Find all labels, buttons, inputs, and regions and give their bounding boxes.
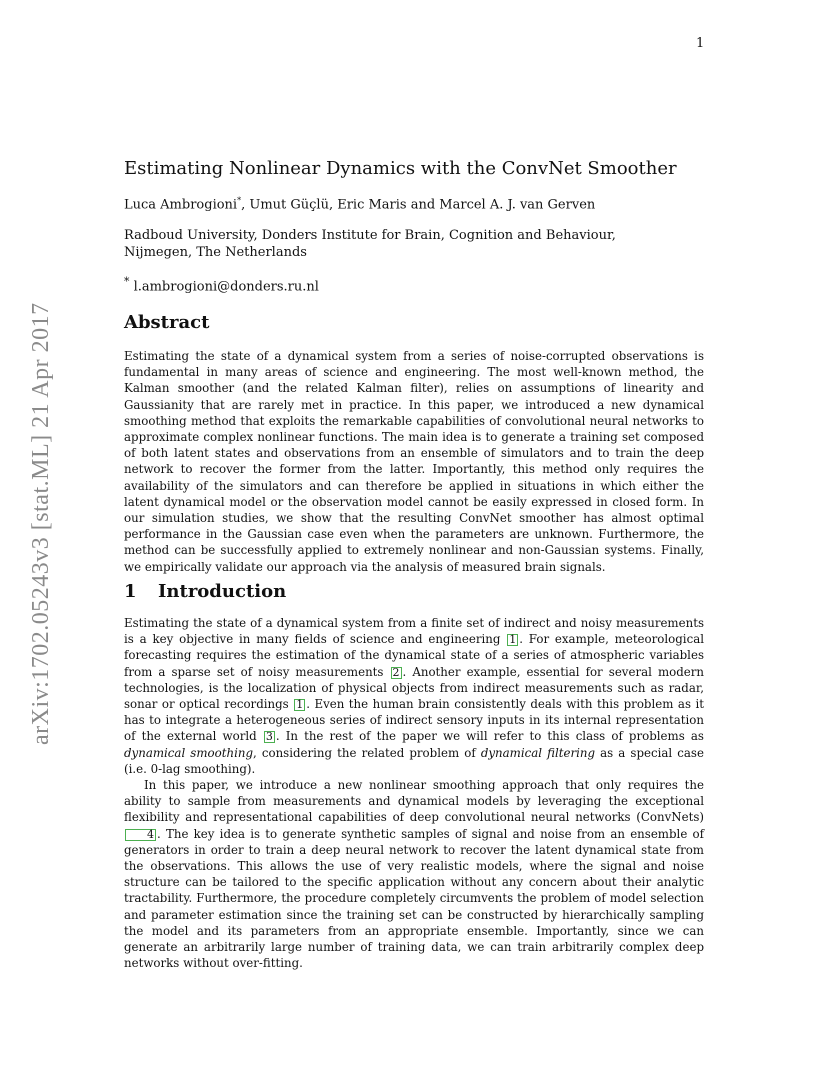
corresponding-author-marker: * (237, 196, 242, 205)
paragraph-text: . The key idea is to generate synthetic samples of signal and noise from an ensemble of generators in order to train a deep neural network to recover the latent dynamical state from the observations. This allows the use of very realistic models, where the signal and noise structure can be tailored to the specific application without any concern about their analytic tractability. Furthermore, the procedure completely circumvents the problem of model selection and parameter estimation since the training set can be constructed by hierarchically sampling the model and its parameters from an appropriate ensemble. Importantly, since we can generate an arbitrarily large number of training data, we can train arbitrarily complex deep networks without over-fitting. (124, 826, 704, 971)
first-author: Luca Ambrogioni (124, 197, 238, 213)
paragraph-text: . Another example, essential for several modern technologies, is the localization of physical objects from indirect measurements such as radar, sonar or optical recordings (124, 664, 705, 712)
paragraph-text: . In the rest of the paper we will refer to this class of problems as (275, 729, 704, 744)
citation-link[interactable]: 2 (392, 665, 400, 679)
contact-footnote (124, 275, 319, 294)
author-list (124, 196, 595, 212)
section-number: 1 (124, 581, 137, 602)
affiliation: Radboud University, Donders Institute for Brain, Cognition and Behaviour, Nijmegen, The Netherlands (124, 228, 616, 260)
citation-link[interactable]: 1 (296, 698, 304, 712)
introduction-paragraph-2 (124, 777, 704, 971)
introduction-paragraph-1 (124, 615, 704, 777)
citation-link[interactable]: 1 (509, 633, 517, 647)
citation-link[interactable]: 4 (125, 829, 156, 841)
footnote-marker: * (124, 275, 130, 288)
section-heading-introduction (124, 581, 286, 602)
paragraph-text: Estimating the state of a dynamical system from a finite set of indirect and noisy measurements is a key objective in many fields of science and engineering (124, 616, 704, 647)
abstract-text: Estimating the state of a dynamical system from a series of noise-corrupted observations is fundamental in many areas of science and engineering. The most well-known method, the Kalman smoother (and the related Kalman filter), relies on assumptions of linearity and Gaussianity that are rarely met in practice. In this paper, we introduced a new dynamical smoothing method that exploits the remarkable capabilities of convolutional neural networks to approximate complex nonlinear functions. The main idea is to generate a training set composed of both latent states and observations from an ensemble of simulators and to train the deep network to recover the former from the latter. Importantly, this method only requires the availability of the simulators and can therefore be applied in situations in which either the latent dynamical model or the observation model cannot be easily expressed in closed form. In our simulation studies, we show that the resulting ConvNet smoother has almost optimal performance in the Gaussian case even when the parameters are unknown. Furthermore, the method can be successfully applied to extremely nonlinear and non-Gaussian systems. Finally, we empirically validate our approach via the analysis of measured brain signals. (124, 349, 704, 574)
arxiv-stamp: arXiv:1702.05243v3 [stat.ML] 21 Apr 2017 (28, 302, 54, 745)
paper-title: Estimating Nonlinear Dynamics with the ConvNet Smoother (124, 158, 677, 179)
section-title: Introduction (158, 581, 287, 602)
emphasized-term: dynamical filtering (480, 745, 596, 760)
paragraph-text: as a special case (i.e. 0-lag smoothing). (124, 745, 704, 776)
paragraph-text: In this paper, we introduce a new nonlinear smoothing approach that only requires the ability to sample from measurements and dynamical models by leveraging the exceptional flexibility and representational capabilities of deep convolutional neural networks (ConvNets) (124, 778, 704, 825)
paragraph-text: . Even the human brain consistently deals with this problem as it has to integrate a heterogeneous series of indirect sensory inputs in its internal representation of the external world (124, 697, 704, 744)
introduction-body (124, 615, 704, 971)
citation-link[interactable]: 3 (265, 730, 273, 744)
abstract-heading: Abstract (124, 312, 210, 333)
paragraph-text: . For example, meteorological forecasting requires the estimation of the dynamical state of a series of atmospheric variables from a sparse set of noisy measurements (124, 632, 704, 679)
emphasized-term: dynamical smoothing (124, 745, 254, 760)
contact-email: l.ambrogioni@donders.ru.nl (133, 279, 319, 295)
paragraph-text: , considering the related problem of (253, 745, 481, 760)
other-authors: , Umut Güçlü, Eric Maris and Marcel A. J. van Gerven (241, 197, 596, 213)
page-number: 1 (696, 36, 705, 51)
